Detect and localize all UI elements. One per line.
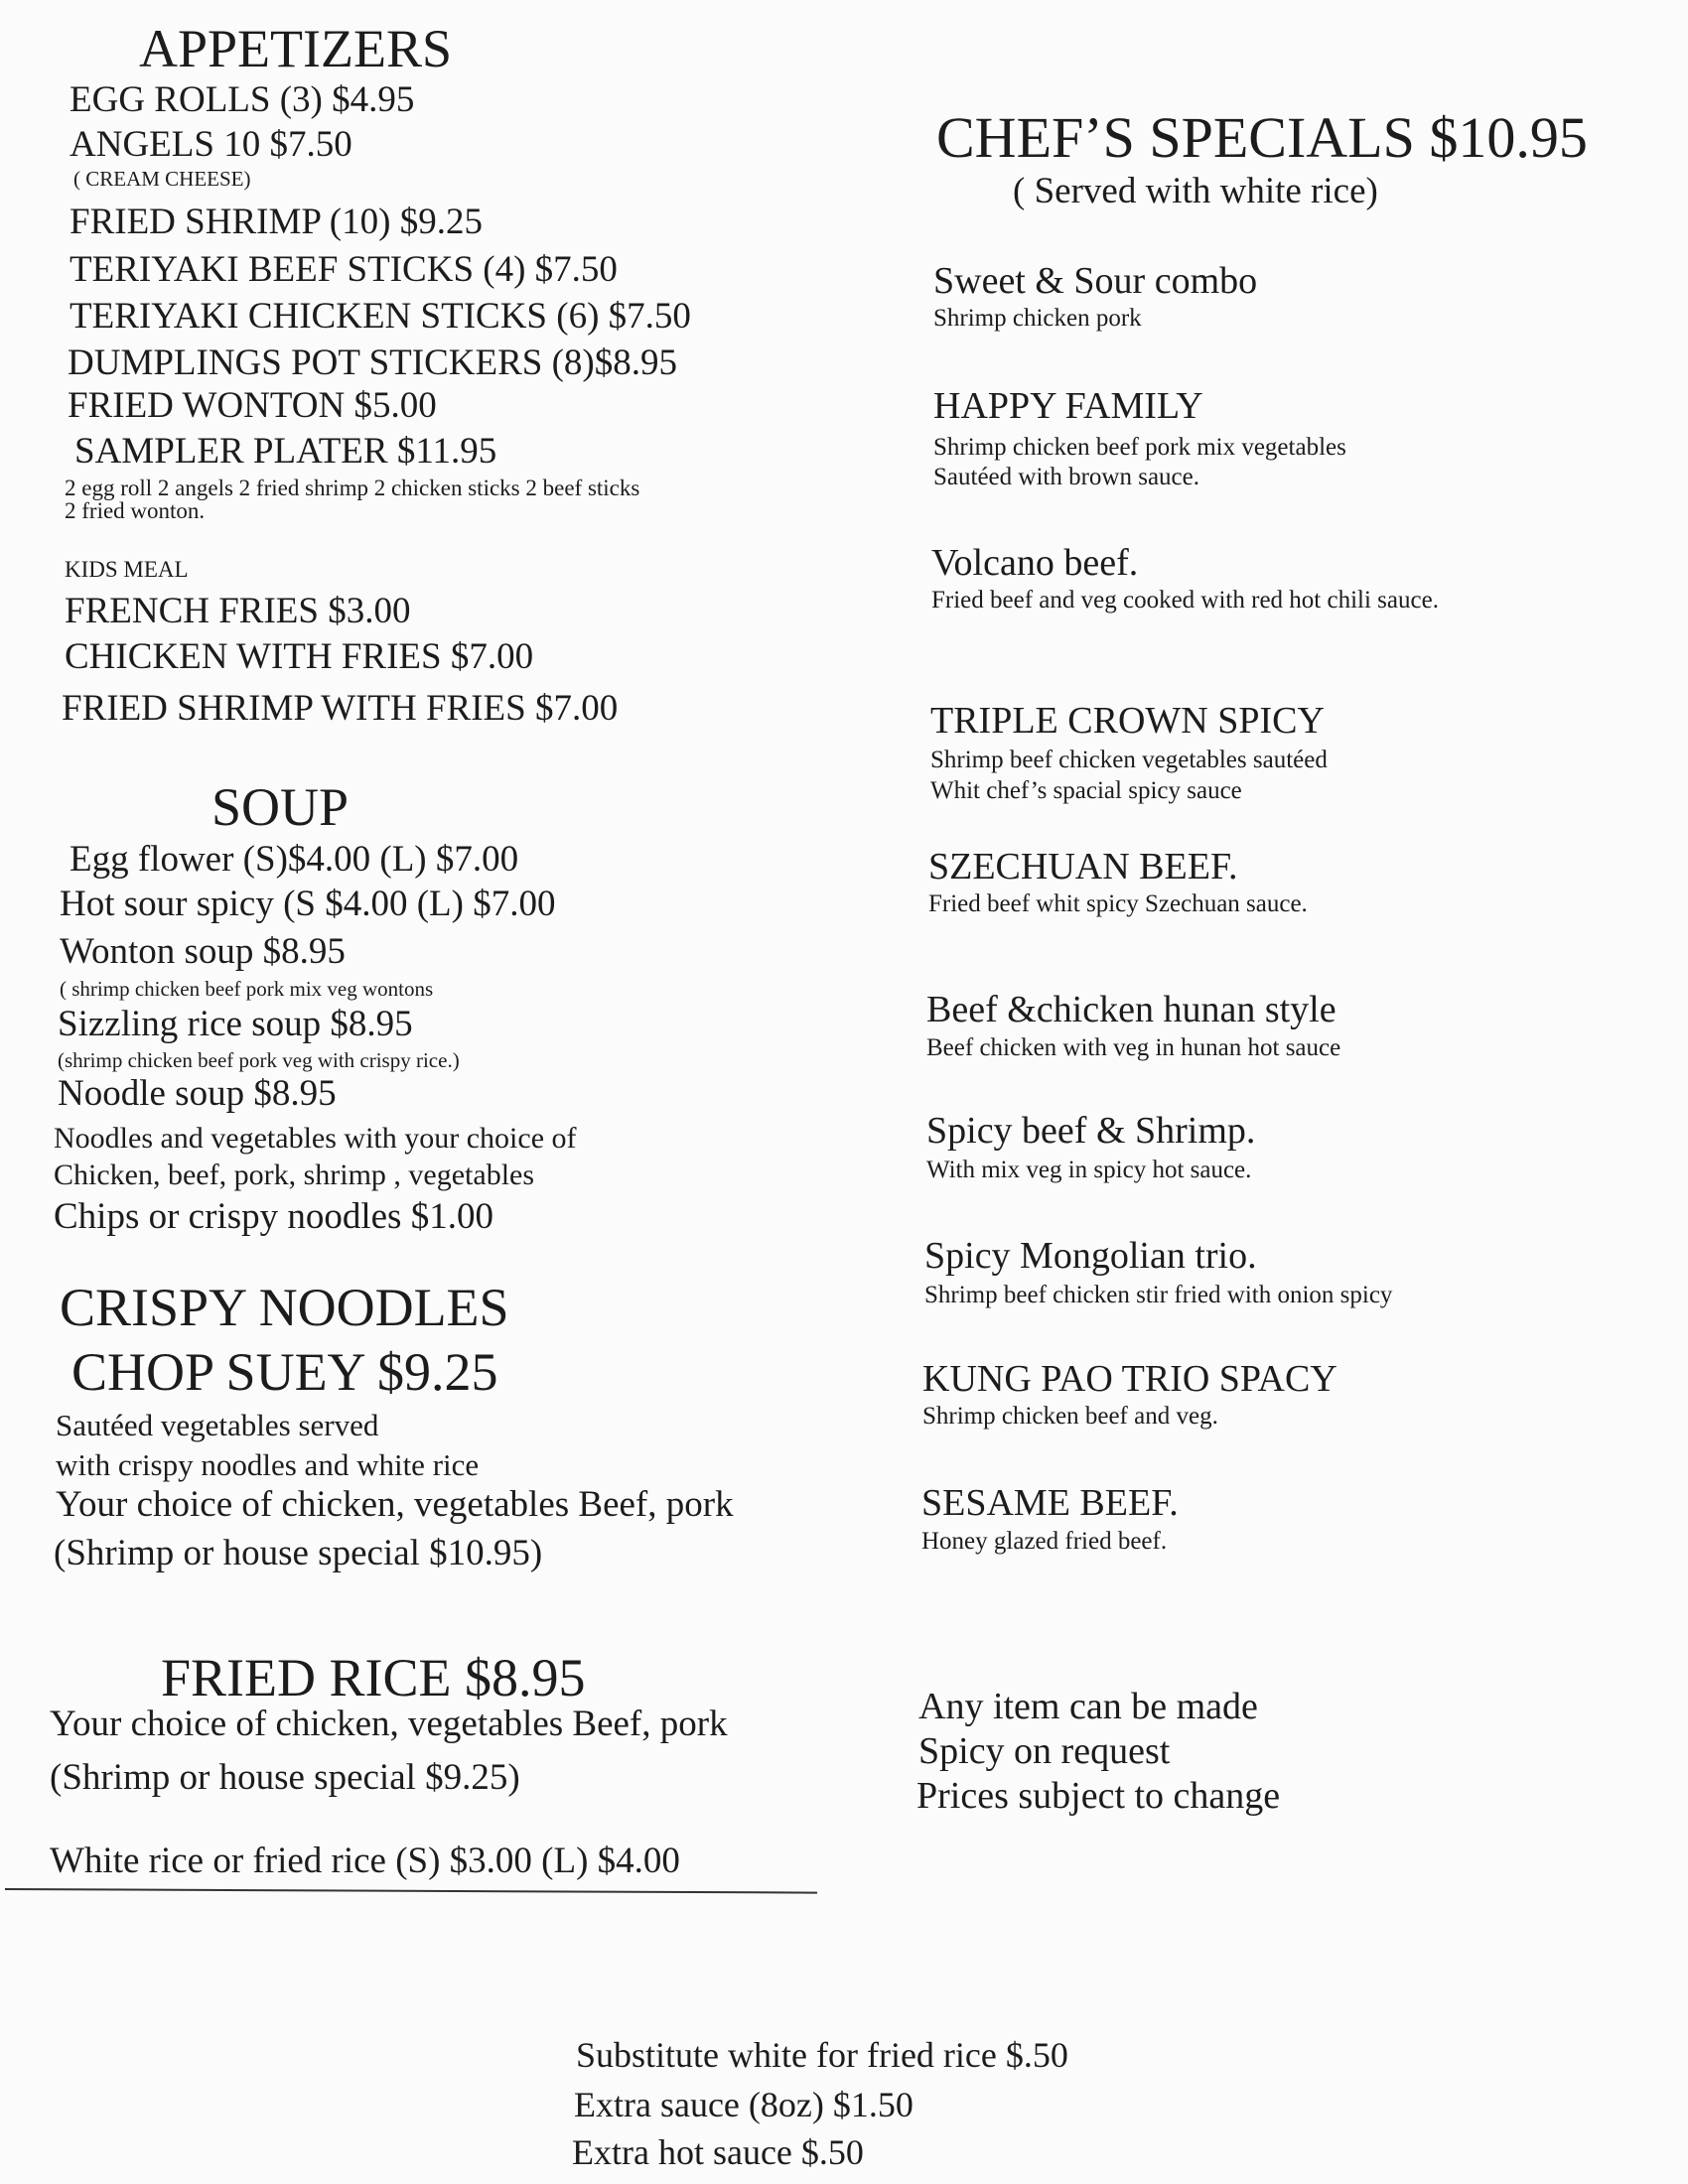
menu-item: FRIED WONTON $5.00: [68, 385, 437, 426]
special-name: Sweet & Sour combo: [933, 260, 1258, 302]
soup-item: Chips or crispy noodles $1.00: [54, 1196, 493, 1237]
special-name: Beef &chicken hunan style: [926, 989, 1336, 1030]
kids-item: FRENCH FRIES $3.00: [65, 591, 411, 631]
chop-suey-description: Sautéed vegetables served: [56, 1408, 379, 1442]
special-name: Volcano beef.: [931, 542, 1139, 584]
extra-item: Extra sauce (8oz) $1.50: [574, 2085, 914, 2124]
special-description: Sautéed with brown sauce.: [933, 464, 1199, 490]
crispy-noodles-heading: CRISPY NOODLES: [60, 1278, 509, 1337]
soup-item-note: (shrimp chicken beef pork veg with crispy rice.): [58, 1048, 460, 1072]
soup-description: Noodles and vegetables with your choice of: [54, 1122, 577, 1155]
special-name: KUNG PAO TRIO SPACY: [922, 1358, 1337, 1400]
sampler-description: 2 fried wonton.: [65, 498, 206, 523]
special-name: SZECHUAN BEEF.: [928, 846, 1238, 887]
soup-item: Noodle soup $8.95: [58, 1073, 337, 1114]
special-name: SESAME BEEF.: [921, 1482, 1179, 1524]
extra-item: Extra hot sauce $.50: [572, 2132, 864, 2172]
soup-item: Wonton soup $8.95: [60, 931, 346, 972]
special-description: Beef chicken with veg in hunan hot sauce: [926, 1034, 1341, 1061]
soup-item: Sizzling rice soup $8.95: [58, 1004, 413, 1044]
special-description: Shrimp beef chicken stir fried with onion spicy: [924, 1282, 1393, 1308]
special-description: Shrimp beef chicken vegetables sautéed: [930, 747, 1328, 773]
appetizers-heading: APPETIZERS: [139, 19, 453, 78]
special-description: Shrimp chicken pork: [933, 305, 1142, 332]
special-description: Whit chef’s spacial spicy sauce: [930, 777, 1242, 804]
menu-item: ANGELS 10 $7.50: [70, 124, 352, 165]
special-name: HAPPY FAMILY: [933, 385, 1203, 427]
chop-suey-heading: CHOP SUEY $9.25: [71, 1342, 498, 1402]
section-divider: [5, 1888, 817, 1894]
kids-item: FRIED SHRIMP WITH FRIES $7.00: [62, 688, 619, 729]
menu-note: Spicy on request: [918, 1730, 1171, 1772]
special-description: Shrimp chicken beef pork mix vegetables: [933, 434, 1346, 461]
special-name: TRIPLE CROWN SPICY: [930, 700, 1325, 742]
menu-note: Prices subject to change: [916, 1775, 1281, 1817]
menu-item: SAMPLER PLATER $11.95: [74, 431, 497, 472]
menu-note: Any item can be made: [918, 1686, 1258, 1727]
chop-suey-choice: Your choice of chicken, vegetables Beef, pork: [56, 1484, 734, 1525]
special-description: Shrimp chicken beef and veg.: [922, 1403, 1218, 1430]
special-name: Spicy Mongolian trio.: [924, 1235, 1257, 1277]
menu-item: DUMPLINGS POT STICKERS (8)$8.95: [68, 342, 677, 383]
special-description: With mix veg in spicy hot sauce.: [926, 1157, 1252, 1183]
fried-rice-heading: FRIED RICE $8.95: [161, 1648, 586, 1707]
extra-item: Substitute white for fried rice $.50: [576, 2035, 1068, 2075]
menu-item: TERIYAKI CHICKEN STICKS (6) $7.50: [70, 296, 691, 337]
special-description: Honey glazed fried beef.: [921, 1528, 1168, 1555]
kids-meal-heading: KIDS MEAL: [65, 557, 189, 582]
menu-item: FRIED SHRIMP (10) $9.25: [70, 202, 483, 242]
menu-item: EGG ROLLS (3) $4.95: [70, 79, 415, 120]
menu-item-note: ( CREAM CHEESE): [73, 167, 251, 191]
soup-description: Chicken, beef, pork, shrimp , vegetables: [54, 1159, 535, 1191]
chefs-specials-heading: CHEF’S SPECIALS $10.95: [936, 105, 1588, 170]
chop-suey-choice: (Shrimp or house special $10.95): [54, 1533, 543, 1573]
fried-rice-choice: (Shrimp or house special $9.25): [50, 1757, 520, 1798]
soup-item: Hot sour spicy (S $4.00 (L) $7.00: [60, 884, 556, 924]
chop-suey-description: with crispy noodles and white rice: [56, 1447, 480, 1482]
sampler-description: 2 egg roll 2 angels 2 fried shrimp 2 chicken sticks 2 beef sticks: [65, 476, 640, 500]
chefs-specials-subtitle: ( Served with white rice): [1013, 171, 1378, 211]
white-rice-line: White rice or fried rice (S) $3.00 (L) $4.00: [50, 1841, 680, 1881]
special-description: Fried beef whit spicy Szechuan sauce.: [928, 890, 1308, 917]
soup-heading: SOUP: [211, 777, 350, 837]
special-description: Fried beef and veg cooked with red hot chili sauce.: [931, 587, 1439, 614]
menu-item: TERIYAKI BEEF STICKS (4) $7.50: [70, 249, 618, 290]
special-name: Spicy beef & Shrimp.: [926, 1110, 1256, 1152]
soup-item-note: ( shrimp chicken beef pork mix veg wontons: [60, 977, 434, 1001]
kids-item: CHICKEN WITH FRIES $7.00: [65, 636, 534, 677]
fried-rice-choice: Your choice of chicken, vegetables Beef, pork: [50, 1704, 728, 1744]
soup-item: Egg flower (S)$4.00 (L) $7.00: [70, 839, 519, 880]
